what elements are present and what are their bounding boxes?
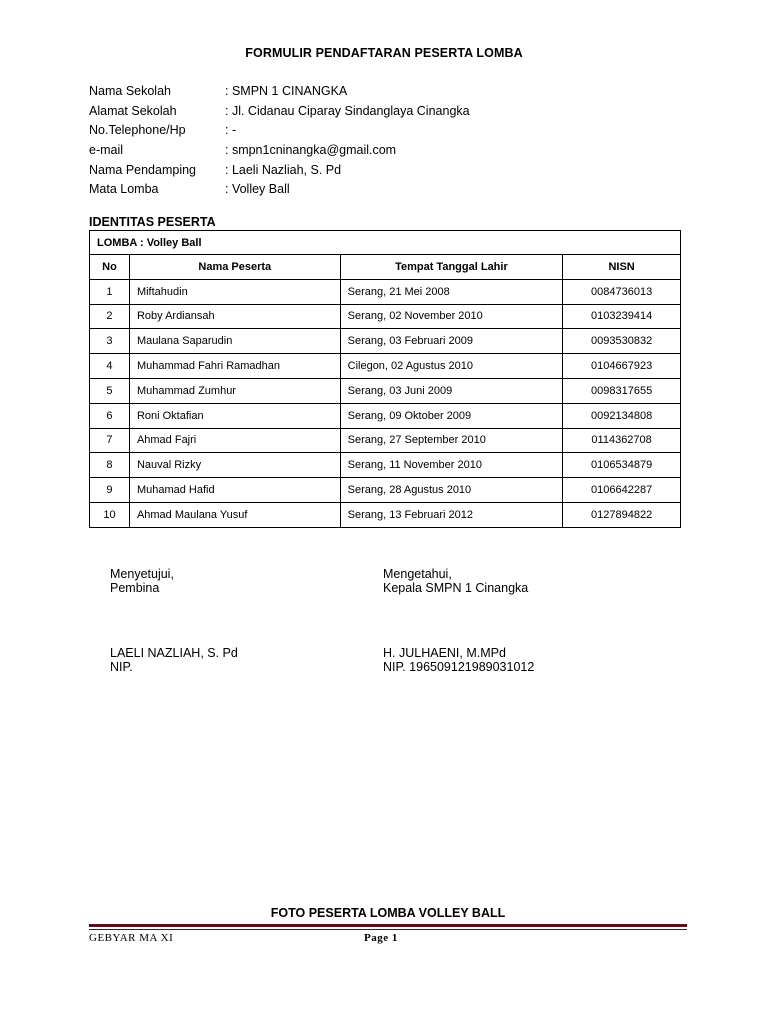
header-no: No — [90, 255, 130, 280]
cell-nisn: 0093530832 — [563, 329, 681, 354]
sig-left-line2: Pembina — [110, 581, 160, 595]
cell-name: Ahmad Fajri — [129, 428, 340, 453]
participants-table — [89, 230, 681, 528]
sig-right-line1: Mengetahui, — [383, 567, 452, 581]
cell-no: 8 — [90, 453, 130, 478]
cell-no: 7 — [90, 428, 130, 453]
cell-name: Muhammad Fahri Ramadhan — [129, 354, 340, 379]
cell-name: Muhamad Hafid — [129, 478, 340, 503]
table-row — [90, 453, 681, 478]
cell-name: Nauval Rizky — [129, 453, 340, 478]
table-row — [90, 354, 681, 379]
cell-no: 2 — [90, 304, 130, 329]
cell-birth: Cilegon, 02 Agustus 2010 — [340, 354, 563, 379]
school-info — [89, 82, 470, 200]
table-row — [90, 403, 681, 428]
info-value: : smpn1cninangka@gmail.com — [225, 143, 397, 158]
cell-no: 1 — [90, 279, 130, 304]
info-value: : Laeli Nazliah, S. Pd — [225, 162, 342, 177]
cell-name: Miftahudin — [129, 279, 340, 304]
cell-nisn: 0114362708 — [563, 428, 681, 453]
info-value: : Volley Ball — [225, 182, 290, 197]
cell-name: Ahmad Maulana Yusuf — [129, 502, 340, 527]
cell-no: 3 — [90, 329, 130, 354]
cell-birth: Serang, 27 September 2010 — [340, 428, 563, 453]
cell-birth: Serang, 02 November 2010 — [340, 304, 563, 329]
document-title: FORMULIR PENDAFTARAN PESERTA LOMBA — [245, 46, 523, 60]
table-header-row — [90, 255, 681, 280]
sig-right-line2: Kepala SMPN 1 Cinangka — [383, 581, 529, 595]
table-row — [90, 478, 681, 503]
cell-nisn: 0084736013 — [563, 279, 681, 304]
table-row — [90, 378, 681, 403]
table-row — [90, 502, 681, 527]
info-row-school-name — [89, 82, 470, 102]
info-value: : Jl. Cidanau Ciparay Sindanglaya Cinangka — [225, 103, 470, 118]
cell-nisn: 0127894822 — [563, 502, 681, 527]
cell-name: Roby Ardiansah — [129, 304, 340, 329]
sig-left-name: LAELI NAZLIAH, S. Pd — [110, 646, 238, 660]
header-nisn: NISN — [563, 255, 681, 280]
cell-no: 4 — [90, 354, 130, 379]
info-label: Alamat Sekolah — [89, 103, 177, 118]
cell-name: Muhammad Zumhur — [129, 378, 340, 403]
footer-rule-thin — [89, 929, 687, 930]
cell-nisn: 0103239414 — [563, 304, 681, 329]
sig-right-nip: NIP. 196509121989031012 — [383, 660, 535, 674]
info-label: Nama Pendamping — [89, 162, 197, 177]
cell-birth: Serang, 21 Mei 2008 — [340, 279, 563, 304]
cell-birth: Serang, 09 Oktober 2009 — [340, 403, 563, 428]
cell-no: 5 — [90, 378, 130, 403]
info-row-email — [89, 141, 470, 161]
cell-birth: Serang, 03 Februari 2009 — [340, 329, 563, 354]
info-label: No.Telephone/Hp — [89, 123, 186, 138]
info-label: e-mail — [89, 143, 124, 158]
section-title: IDENTITAS PESERTA — [89, 215, 216, 229]
header-birth: Tempat Tanggal Lahir — [340, 255, 563, 280]
info-row-companion — [89, 161, 470, 181]
cell-no: 6 — [90, 403, 130, 428]
cell-nisn: 0106534879 — [563, 453, 681, 478]
cell-birth: Serang, 11 November 2010 — [340, 453, 563, 478]
cell-birth: Serang, 03 Juni 2009 — [340, 378, 563, 403]
cell-birth: Serang, 28 Agustus 2010 — [340, 478, 563, 503]
table-row — [90, 329, 681, 354]
footer-rule-thick — [89, 924, 687, 927]
info-value: : - — [225, 123, 237, 138]
cell-nisn: 0104667923 — [563, 354, 681, 379]
info-label: Mata Lomba — [89, 182, 159, 197]
table-row — [90, 428, 681, 453]
info-label: Nama Sekolah — [89, 84, 171, 98]
cell-no: 9 — [90, 478, 130, 503]
table-caption: LOMBA : Volley Ball — [90, 231, 681, 255]
cell-name: Maulana Saparudin — [129, 329, 340, 354]
photo-section-title: FOTO PESERTA LOMBA VOLLEY BALL — [270, 906, 506, 920]
signature-right — [383, 567, 528, 595]
info-value: : SMPN 1 CINANGKA — [225, 84, 348, 98]
cell-no: 10 — [90, 502, 130, 527]
signature-right-name-block — [383, 646, 534, 674]
footer-text: GEBYAR MA XI — [89, 932, 174, 944]
table-row — [90, 304, 681, 329]
table-row — [90, 279, 681, 304]
cell-nisn: 0098317655 — [563, 378, 681, 403]
cell-name: Roni Oktafian — [129, 403, 340, 428]
cell-birth: Serang, 13 Februari 2012 — [340, 502, 563, 527]
sig-left-nip: NIP. — [110, 660, 133, 674]
table-caption-row — [90, 231, 681, 255]
info-row-phone — [89, 121, 470, 141]
signature-left-name-block — [110, 646, 238, 674]
cell-nisn: 0092134808 — [563, 403, 681, 428]
footer-page-number: Page 1 — [364, 932, 398, 944]
header-name: Nama Peserta — [129, 255, 340, 280]
cell-nisn: 0106642287 — [563, 478, 681, 503]
info-row-school-address — [89, 102, 470, 122]
sig-right-name: H. JULHAENI, M.MPd — [383, 646, 506, 660]
signature-left — [110, 567, 174, 595]
info-row-competition — [89, 180, 470, 200]
sig-left-line1: Menyetujui, — [110, 567, 174, 581]
